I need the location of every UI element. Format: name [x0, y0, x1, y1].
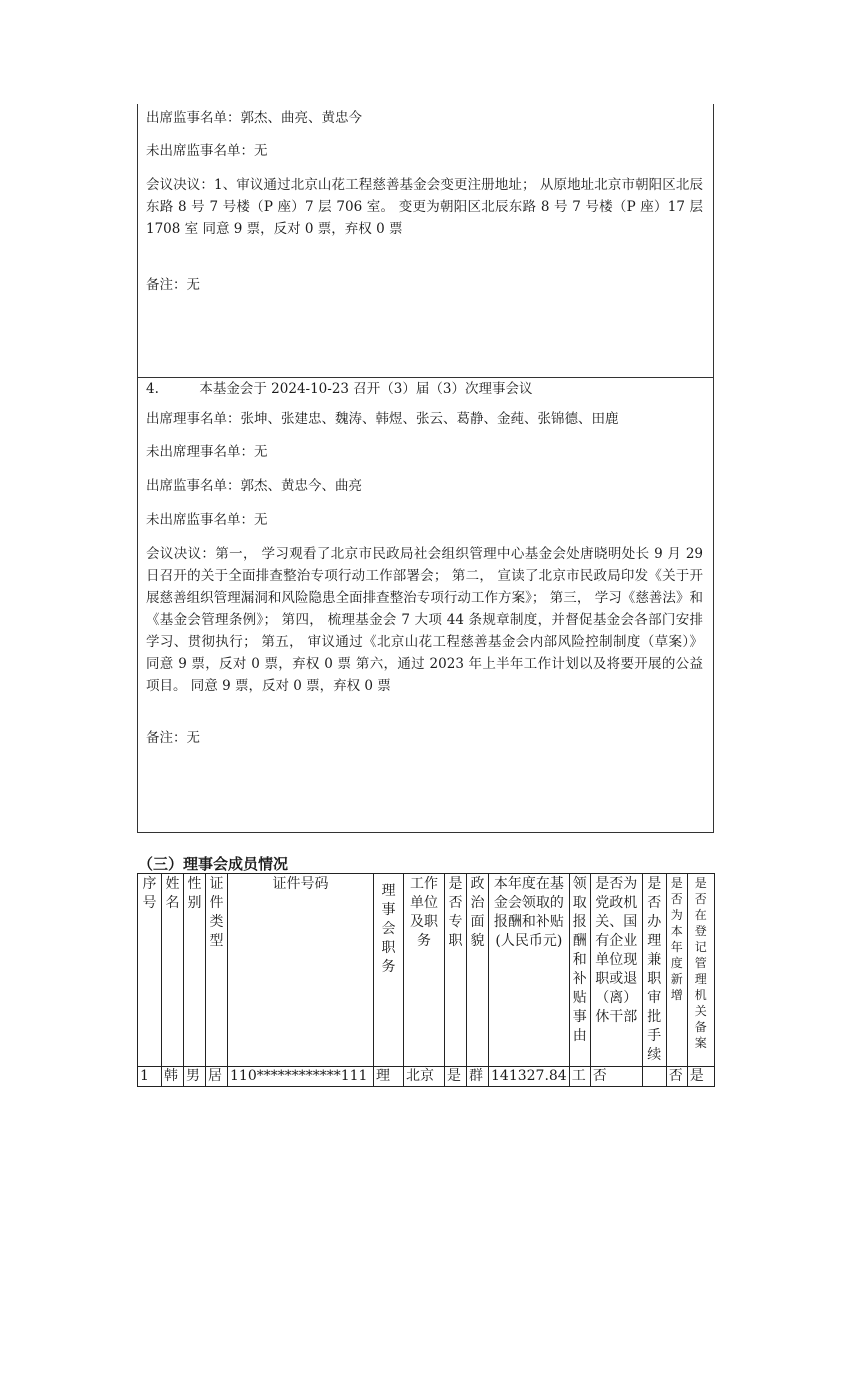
col-header-compensation-reason: 领取报酬和补贴事由	[569, 874, 590, 1067]
absent-supervisors: 未出席监事名单：无	[146, 512, 268, 528]
cell-new-this-year: 否	[666, 1067, 687, 1087]
cell-index: 1	[138, 1067, 162, 1087]
col-header-full-time: 是否专职	[445, 874, 467, 1067]
cell-gender: 男	[184, 1067, 206, 1087]
cell-approval	[642, 1067, 666, 1087]
meeting-remark: 备注：无	[146, 730, 200, 746]
cell-board-position: 理	[374, 1067, 404, 1087]
meeting-3-panel	[137, 104, 714, 378]
col-header-approval: 是否办理兼职审批手续	[642, 874, 666, 1067]
col-header-name: 姓名	[162, 874, 184, 1067]
cell-official-cadre: 否	[590, 1067, 642, 1087]
meeting-remark: 备注：无	[146, 277, 200, 293]
attending-supervisors: 出席监事名单：郭杰、曲亮、黄忠今	[146, 110, 362, 126]
col-header-gender: 性别	[184, 874, 206, 1067]
board-members-table	[137, 873, 715, 1087]
meeting-heading: 4. 本基金会于 2024-10-23 召开（3）届（3）次理事会议	[146, 381, 533, 397]
cell-registered: 是	[687, 1067, 714, 1087]
col-header-political-status: 政治面貌	[467, 874, 489, 1067]
cell-id-number: 110************111	[228, 1067, 374, 1087]
col-header-employer: 工作单位及职务	[404, 874, 445, 1067]
col-header-index: 序号	[138, 874, 162, 1067]
col-header-new-this-year: 是否为本年度新增	[666, 874, 687, 1067]
cell-employer: 北京	[404, 1067, 445, 1087]
attending-directors: 出席理事名单：张坤、张建忠、魏涛、韩煜、张云、葛静、金莼、张锦德、田鹿	[146, 411, 619, 427]
table-header-row	[138, 874, 715, 1067]
absent-directors: 未出席理事名单：无	[146, 444, 268, 460]
cell-compensation-reason: 工	[569, 1067, 590, 1087]
meeting-resolution: 会议决议：1、审议通过北京山花工程慈善基金会变更注册地址； 从原地址北京市朝阳区北辰东路 8 号 7 号楼（P 座）7 层 706 室。 变更为朝阳区北辰东路 8 号 7 号楼（P 座）17 层 1708 室 同意 9 票，反对 0 票，弃权 0 票	[146, 177, 703, 237]
col-header-official-cadre: 是否为党政机关、国有企业单位现职或退（离）休干部	[590, 874, 642, 1067]
col-header-id-number: 证件号码	[228, 874, 374, 1067]
absent-supervisors: 未出席监事名单：无	[146, 143, 268, 159]
cell-compensation: 141327.84	[489, 1067, 570, 1087]
section-title: （三）理事会成员情况	[138, 855, 289, 873]
attending-supervisors: 出席监事名单：郭杰、黄忠今、曲亮	[146, 478, 362, 494]
col-header-registered: 是否在登记管理机关备案	[687, 874, 714, 1067]
cell-id-type: 居	[206, 1067, 228, 1087]
cell-political-status: 群	[467, 1067, 489, 1087]
cell-name: 韩	[162, 1067, 184, 1087]
table-row	[138, 1067, 715, 1087]
meeting-4-panel	[137, 377, 714, 833]
col-header-compensation: 本年度在基金会领取的报酬和补贴(人民币元)	[489, 874, 570, 1067]
col-header-id-type: 证件类型	[206, 874, 228, 1067]
col-header-board-position: 理事会职务	[374, 874, 404, 1067]
meeting-resolution: 会议决议：第一， 学习观看了北京市民政局社会组织管理中心基金会处唐晓明处长 9 月 29 日召开的关于全面排查整治专项行动工作部署会； 第二， 宣读了北京市民政局印发《关于开展慈善组织管理漏洞和风险隐患全面排查整治专项行动工作方案》； 第三， 学习《慈善法》和《基金会管理条例》； 第四， 梳理基金会 7 大项 44 条规章制度，并督促基金会各部门安排学习、贯彻执行； 第五， 审议通过《北京山花工程慈善基金会内部风险控制制度（草案）》 同意 9 票，反对 0 票，弃权 0 票 第六，通过 2023 年上半年工作计划以及将要开展的公益项目。 同意 9 票，反对 0 票，弃权 0 票	[146, 546, 703, 694]
cell-full-time: 是	[445, 1067, 467, 1087]
